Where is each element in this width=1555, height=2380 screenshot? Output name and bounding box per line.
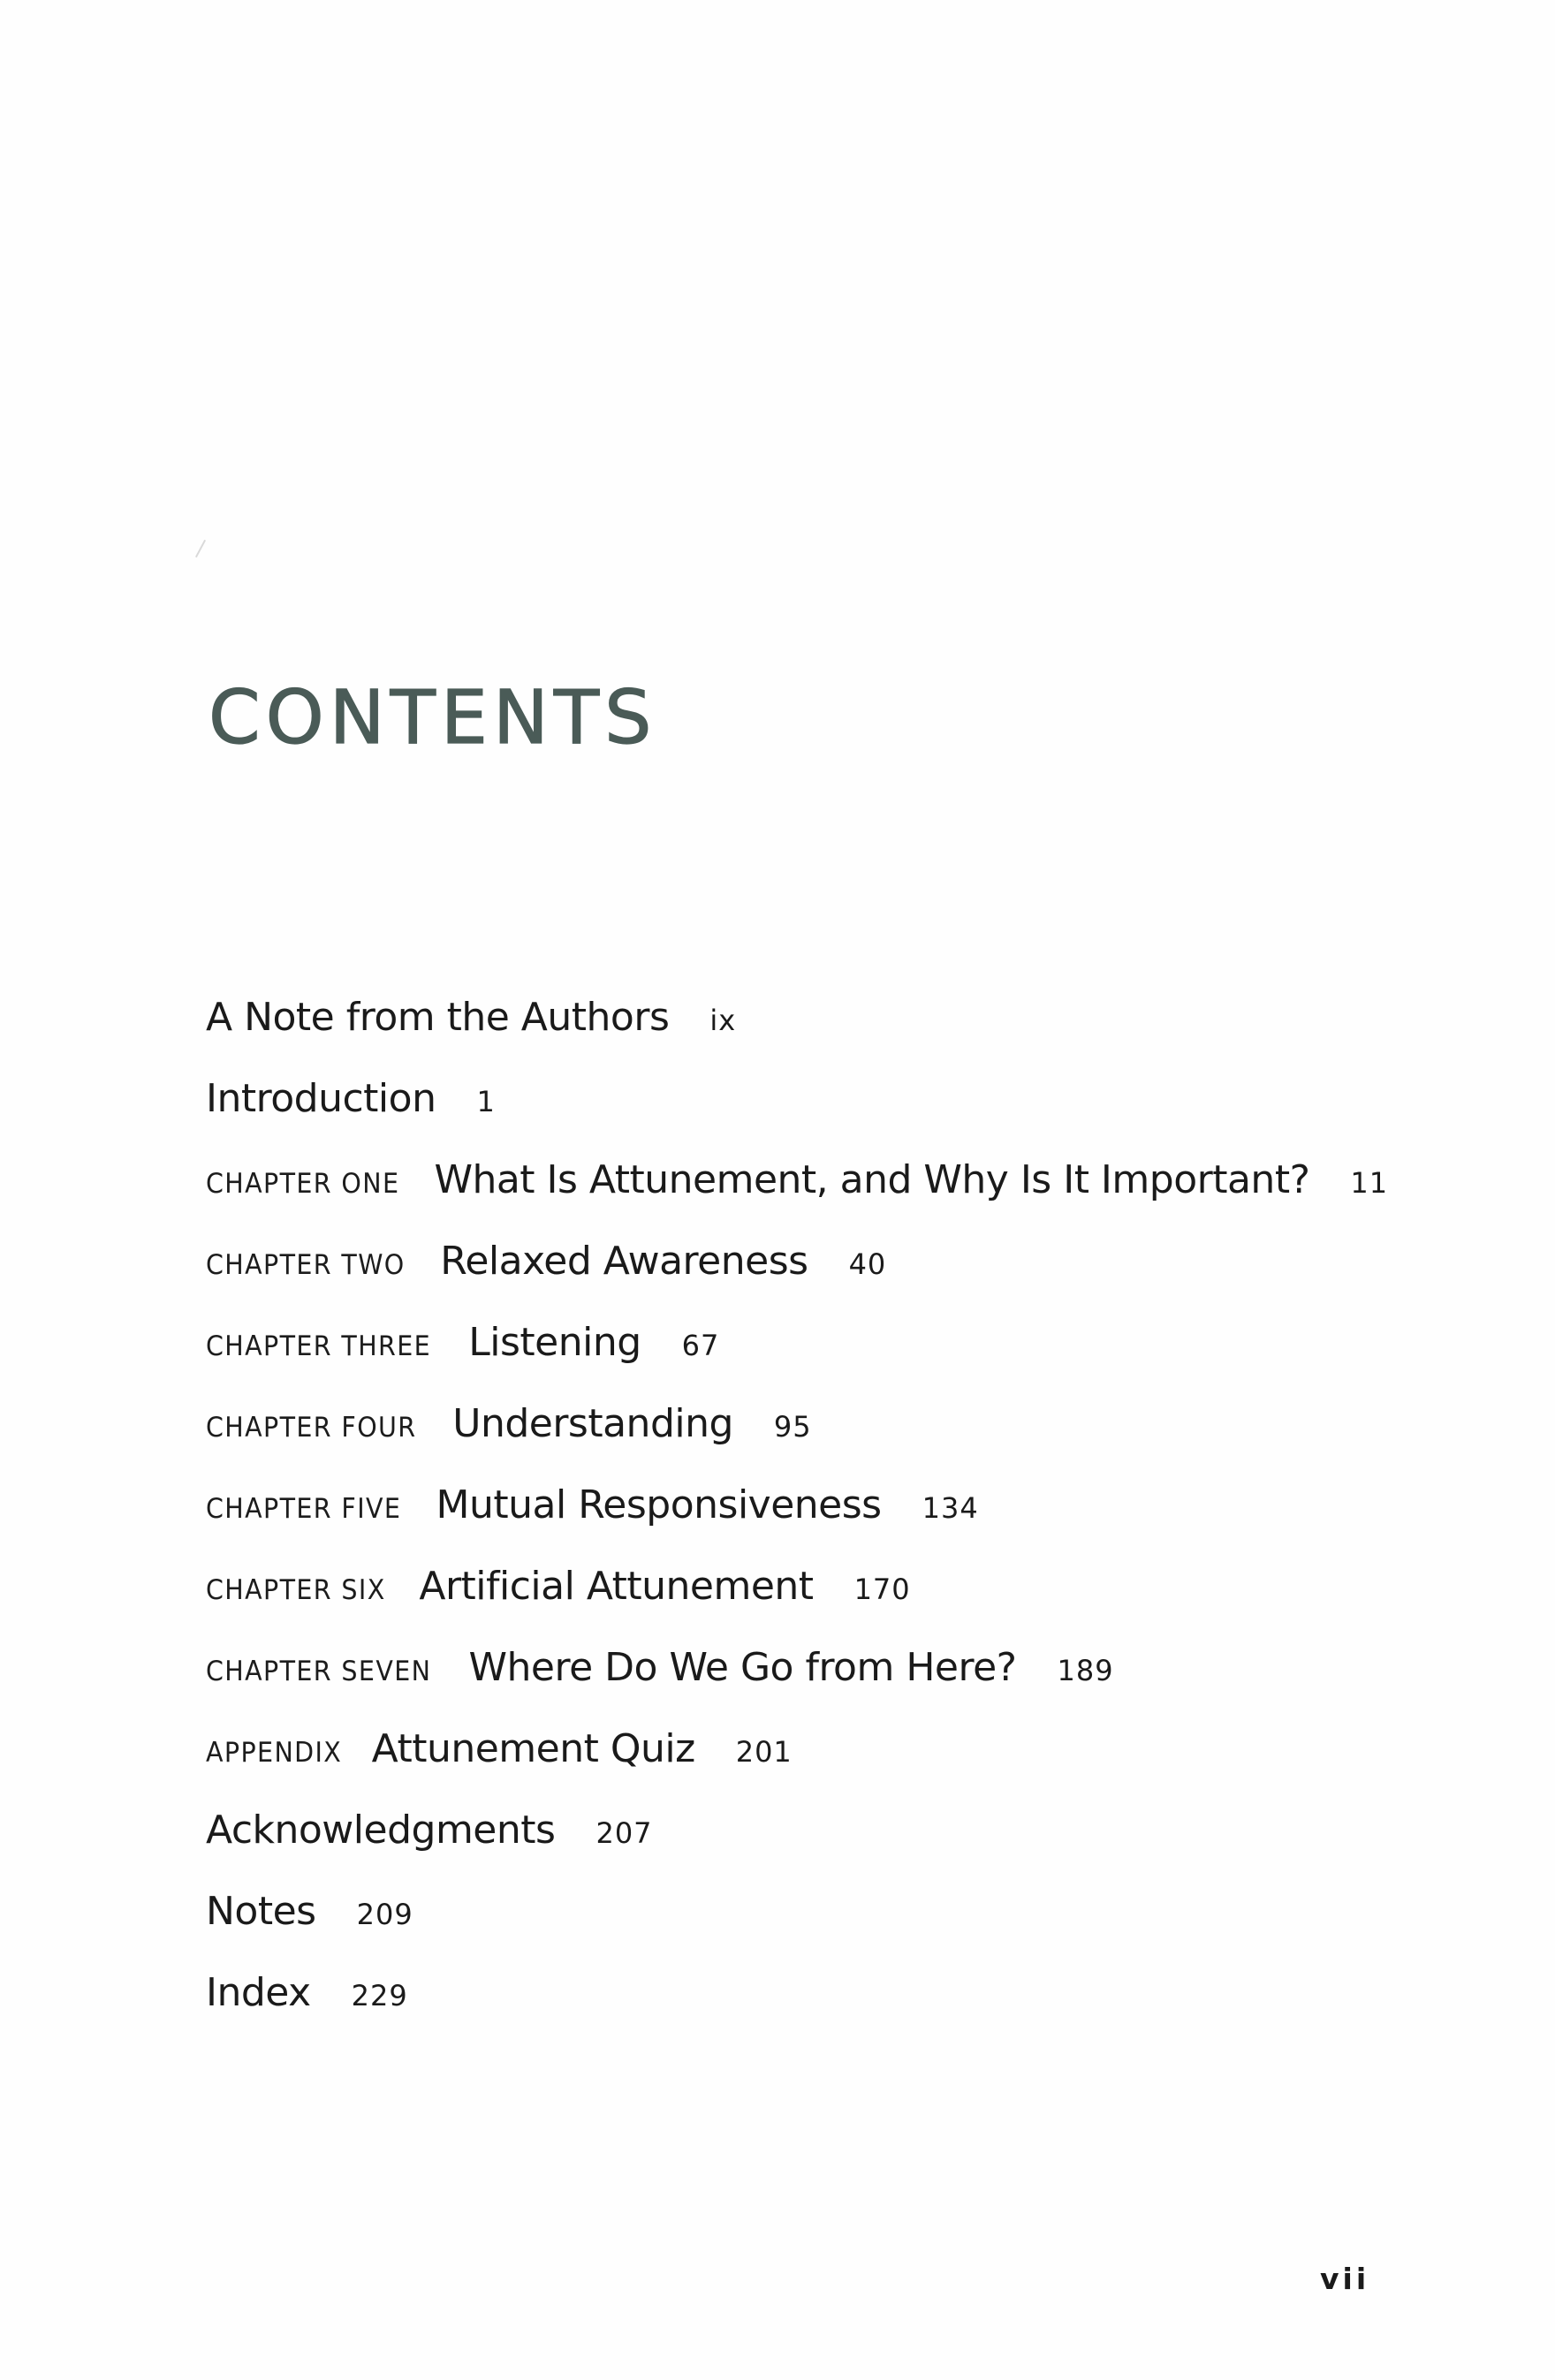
toc-entry-chapter-six[interactable] (206, 1564, 1388, 1649)
toc-entry-label: CHAPTER FIVE (206, 1493, 402, 1525)
toc-entry-title: Where Do We Go from Here? (468, 1645, 1017, 1690)
toc-entry-title: What Is Attunement, and Why Is It Important? (434, 1157, 1310, 1202)
toc-entry-chapter-three[interactable] (206, 1320, 1388, 1405)
toc-entry-chapter-four[interactable] (206, 1401, 1388, 1486)
toc-entry-title: A Note from the Authors (206, 995, 670, 1040)
toc-entry-acknowledgments[interactable] (206, 1808, 1388, 1892)
toc-entry-index[interactable] (206, 1970, 1388, 2055)
toc-entry-title: Index (206, 1970, 311, 2015)
toc-entry-page: 40 (848, 1247, 887, 1281)
toc-entry-label: CHAPTER SIX (206, 1574, 386, 1606)
toc-entry-page: 229 (351, 1979, 408, 2012)
toc-entry-page: 1 (476, 1085, 496, 1118)
toc-entry-title: Understanding (452, 1401, 733, 1446)
toc-entry-page: 209 (356, 1898, 413, 1931)
toc-entry-note-from-authors[interactable] (206, 995, 1388, 1080)
toc-entry-page: 189 (1057, 1654, 1114, 1687)
page-number-folio: vii (1320, 2262, 1370, 2296)
toc-entry-page: 170 (853, 1573, 911, 1606)
toc-entry-chapter-two[interactable] (206, 1239, 1388, 1323)
toc-entry-label: CHAPTER ONE (206, 1168, 400, 1200)
toc-entry-chapter-five[interactable] (206, 1482, 1388, 1567)
toc-entry-notes[interactable] (206, 1889, 1388, 1974)
toc-entry-page: 67 (681, 1329, 720, 1362)
toc-entry-title: Attunement Quiz (371, 1726, 695, 1771)
table-of-contents (206, 995, 1389, 2055)
toc-entry-page: 207 (595, 1816, 653, 1850)
toc-entry-title: Introduction (206, 1076, 436, 1121)
toc-entry-title: Listening (468, 1320, 641, 1365)
toc-entry-title: Acknowledgments (206, 1808, 556, 1853)
scan-artifact-mark (195, 540, 206, 557)
toc-entry-title: Mutual Responsiveness (436, 1482, 882, 1527)
toc-entry-title: Notes (206, 1889, 316, 1934)
toc-entry-chapter-seven[interactable] (206, 1645, 1388, 1730)
toc-entry-label: CHAPTER THREE (206, 1330, 432, 1362)
toc-entry-page: ix (709, 1004, 737, 1037)
contents-heading: CONTENTS (209, 674, 657, 761)
toc-entry-label: CHAPTER FOUR (206, 1412, 417, 1444)
toc-entry-label: APPENDIX (206, 1737, 343, 1769)
toc-entry-page: 134 (922, 1491, 979, 1525)
toc-entry-page: 11 (1350, 1166, 1389, 1200)
toc-entry-introduction[interactable] (206, 1076, 1388, 1161)
toc-entry-title: Relaxed Awareness (440, 1239, 808, 1284)
toc-entry-appendix[interactable] (206, 1726, 1388, 1811)
toc-entry-page: 201 (735, 1735, 793, 1769)
toc-entry-page: 95 (773, 1410, 812, 1444)
toc-entry-title: Artificial Attunement (419, 1564, 814, 1609)
toc-entry-label: CHAPTER TWO (206, 1249, 406, 1281)
toc-entry-label: CHAPTER SEVEN (206, 1656, 432, 1687)
toc-entry-chapter-one[interactable] (206, 1157, 1389, 1242)
